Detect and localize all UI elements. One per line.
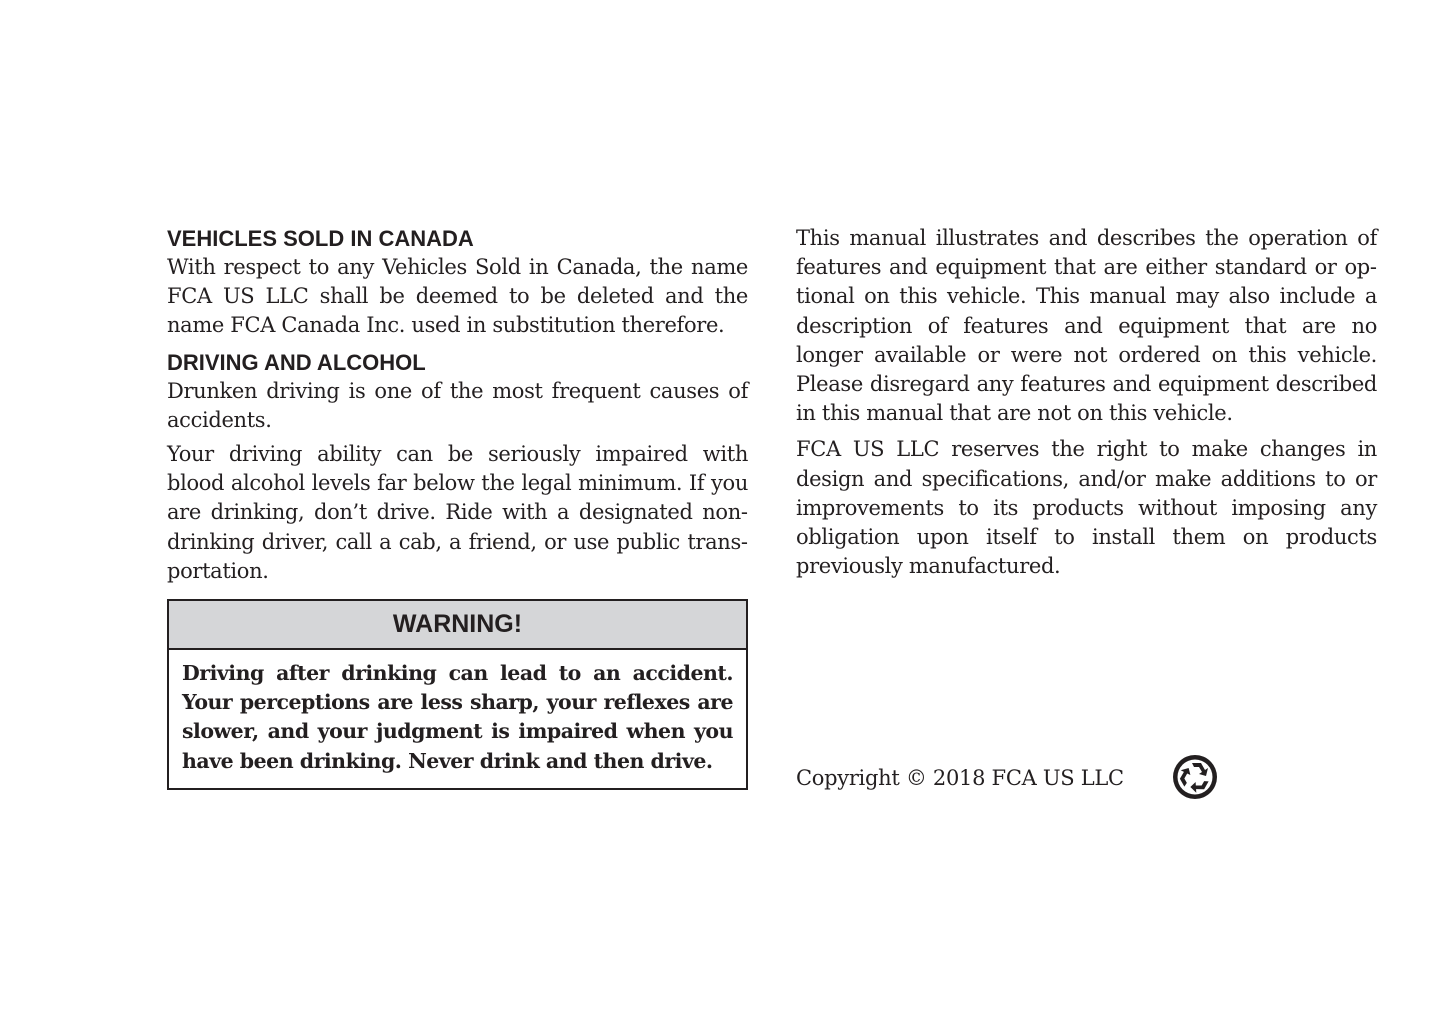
paragraph-manual-description: This manual illustrates and describes the operation of features and equipment that are either standard or optional on this vehicle. This manual may also include a description of features and equipment that are no longer available or were not ordered on this vehicle. Please disregard any features and equipment described in this manual that are not on this vehicle.: [796, 226, 1377, 426]
heading-vehicles-sold-in-canada: VEHICLES SOLD IN CANADA: [167, 226, 474, 251]
paragraph-reserves-right: FCA US LLC reserves the right to make changes in design and specifications, and/or make additions to or improvements to its products without imposing any obligation upon itself to install them on products previously manufactured.: [796, 437, 1377, 579]
paragraph-drunken-driving: Drunken driving is one of the most frequent causes of accidents.: [167, 378, 748, 432]
paragraph-driving-ability: Your driving ability can be seriously impaired with blood alcohol levels far below the legal minimum. If you are drinking, don’t drive. Ride with a designated nondrinking driver, call a cab, a friend, or use public transportation.: [167, 442, 748, 583]
heading-driving-and-alcohol: DRIVING AND ALCOHOL: [167, 349, 426, 375]
warning-box: [167, 599, 748, 790]
left-column: [167, 224, 748, 586]
warning-title: WARNING!: [169, 601, 746, 650]
copyright-row: [796, 756, 1124, 800]
right-column: [796, 224, 1377, 581]
recycle-icon: [1172, 754, 1218, 800]
copyright-text: Copyright © 2018 FCA US LLC: [796, 766, 1124, 790]
paragraph-canada-name-substitution: With respect to any Vehicles Sold in Canada, the name FCA US LLC shall be deemed to be deleted and the name FCA Canada Inc. used in substitution therefore.: [167, 255, 748, 338]
warning-body: Driving after drinking can lead to an accident. Your perceptions are less sharp, your reflexes are slower, and your judgment is impaired when you have been drinking. Never drink and then drive.: [182, 661, 733, 773]
